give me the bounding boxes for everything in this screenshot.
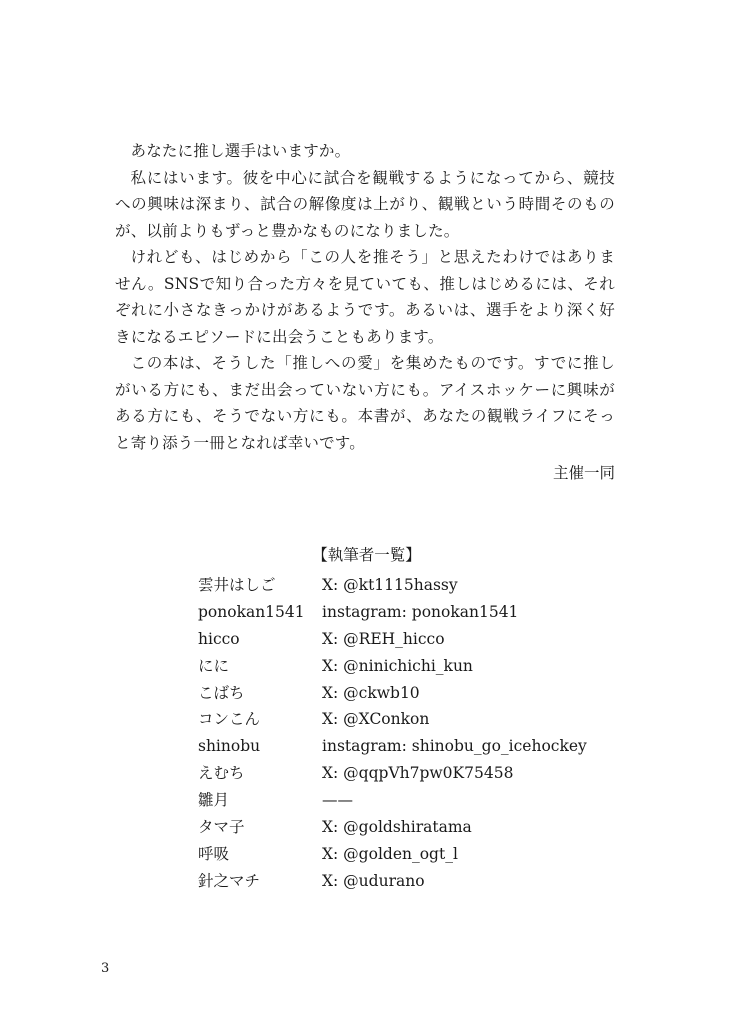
author-handle: X: @REH_hicco: [322, 629, 445, 648]
author-row: [198, 760, 618, 787]
author-name: ponokan1541: [198, 602, 305, 621]
author-handle: instagram: shinobu_go_icehockey: [322, 737, 587, 756]
author-handle: instagram: ponokan1541: [322, 602, 519, 621]
author-name: shinobu: [198, 737, 261, 756]
page-number: 3: [101, 961, 110, 976]
author-handle: X: @XConkon: [322, 710, 430, 729]
intro-paragraph: 私にはいます。彼を中心に試合を観戦するようになってから、競技への興味は深まり、試合の解像度は上がり、観戦という時間そのものが、以前よりもずっと豊かなものになりました。: [115, 168, 615, 240]
author-row: [198, 868, 618, 895]
author-name: にに: [198, 656, 230, 675]
authors-title: 【執筆者一覧】: [312, 546, 421, 564]
intro-text: [115, 138, 615, 456]
author-row: [198, 572, 618, 599]
author-handle: X: @qqpVh7pw0K75458: [322, 764, 514, 783]
author-name: 雛月: [198, 791, 230, 810]
authors-list: [198, 572, 618, 895]
author-row: [198, 680, 618, 707]
author-row: [198, 653, 618, 680]
author-row: [198, 626, 618, 653]
author-handle: X: @kt1115hassy: [322, 576, 458, 594]
author-row: [198, 599, 618, 626]
signature: 主催一同: [552, 464, 615, 482]
intro-paragraph: あなたに推し選手はいますか。: [130, 142, 351, 160]
author-handle: ——: [322, 791, 353, 810]
author-row: [198, 814, 618, 841]
author-row: [198, 841, 618, 868]
author-handle: X: @udurano: [322, 871, 425, 890]
author-handle: X: @goldshiratama: [322, 818, 472, 837]
author-name: こばち: [198, 683, 245, 702]
author-name: hicco: [198, 629, 240, 648]
author-row: [198, 706, 618, 733]
author-handle: X: @ckwb10: [322, 683, 420, 702]
author-name: コンこん: [198, 710, 261, 729]
author-name: 針之マチ: [198, 871, 261, 890]
author-name: えむち: [198, 764, 245, 783]
author-handle: X: @ninichichi_kun: [322, 656, 473, 675]
author-name: 呼吸: [198, 844, 230, 863]
author-name: 雲井はしご: [198, 576, 276, 594]
author-handle: X: @golden_ogt_l: [322, 844, 458, 863]
intro-paragraph: この本は、そうした「推しへの愛」を集めたものです。すでに推しがいる方にも、まだ出会っていない方にも。アイスホッケーに興味がある方にも、そうでない方にも。本書が、あなたの観戦ライフにそっと寄り添う一冊となれば幸いです。: [115, 354, 615, 452]
intro-paragraph: けれども、はじめから「この人を推そう」と思えたわけではありません。SNSで知り合った方々を見ていても、推しはじめるには、それぞれに小さなきっかけがあるようです。あるいは、選手をより深く好きになるエピソードに出会うこともあります。: [115, 248, 615, 346]
author-name: タマ子: [198, 818, 245, 837]
author-row: [198, 733, 618, 760]
author-row: [198, 787, 618, 814]
